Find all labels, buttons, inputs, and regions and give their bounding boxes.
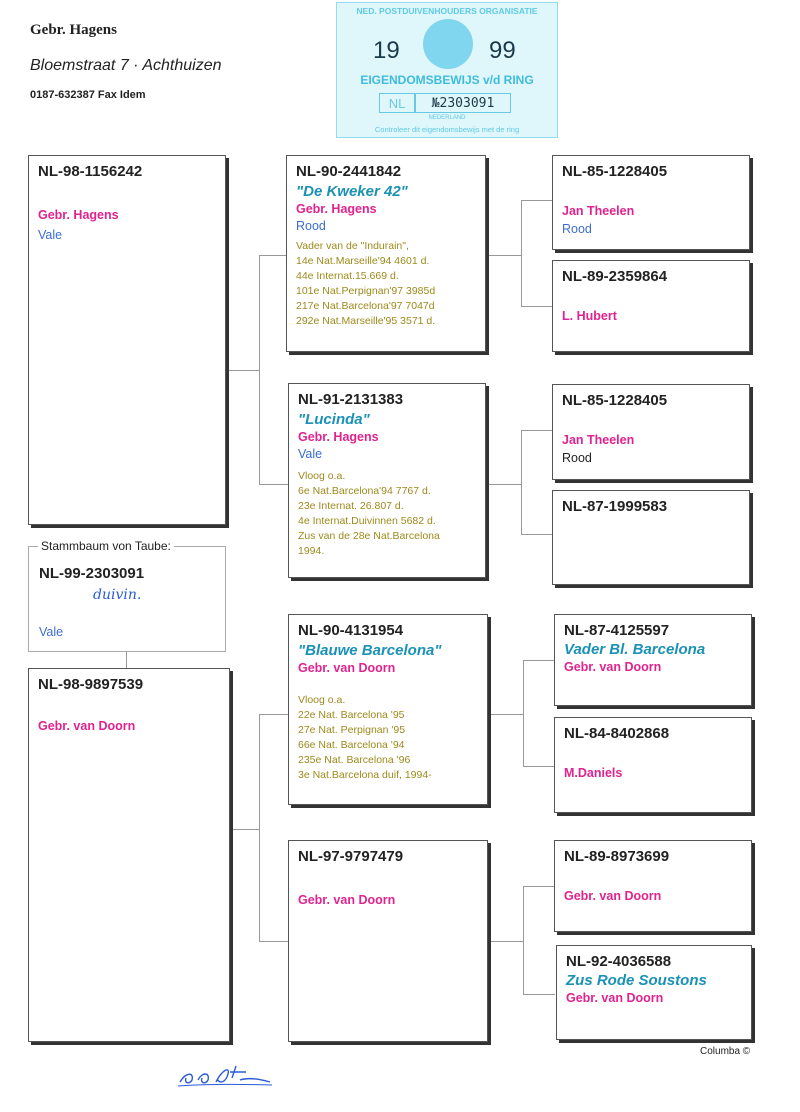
lion-emblem-icon (423, 19, 473, 69)
connector-line (521, 200, 553, 201)
gp-ring: NL-97-9797479 (298, 848, 404, 865)
note-line: 4e Internat.Duivinnen 5682 d. (298, 515, 436, 527)
certificate-control: Controleer dit eigendomsbewijs met de ring (374, 125, 520, 134)
ggp-owner: Jan Theelen (562, 433, 635, 447)
gp-pigeon-name: "Lucinda" (298, 411, 370, 428)
connector-line (521, 430, 522, 535)
gp-owner: Gebr. Hagens (296, 202, 377, 216)
sire-card (28, 155, 226, 525)
connector-line (230, 829, 260, 830)
ggp-owner: L. Hubert (562, 309, 617, 323)
ggp-ring: NL-92-4036588 (566, 953, 672, 970)
ggp-owner: Gebr. van Doorn (564, 889, 662, 903)
sire-ring: NL-98-1156242 (38, 163, 143, 180)
connector-line (226, 370, 260, 371)
grandparent-card (288, 383, 486, 578)
ownership-certificate (336, 2, 558, 138)
ggp-owner: Gebr. van Doorn (566, 991, 664, 1005)
connector-line (486, 484, 521, 485)
gp-ring: NL-90-4131954 (298, 622, 404, 639)
certificate-number: №2303091 (415, 93, 511, 113)
gp-notes (298, 693, 478, 783)
connector-line (523, 660, 524, 767)
connector-line (486, 255, 521, 256)
connector-line (259, 714, 260, 942)
gp-ring: NL-91-2131383 (298, 391, 404, 408)
breeder-address: Bloemstraat 7 · Achthuizen (30, 57, 222, 74)
gp-ring: NL-90-2441842 (296, 163, 402, 180)
copyright-label: Columba © (700, 1046, 751, 1057)
connector-line (488, 941, 524, 942)
subject-card (28, 546, 226, 652)
note-line: 22e Nat. Barcelona '95 (298, 709, 405, 721)
breeder-name: Gebr. Hagens (30, 22, 117, 38)
gp-owner: Gebr. Hagens (298, 430, 379, 444)
certificate-nation: NEDERLAND (428, 115, 466, 121)
gp-notes (296, 239, 476, 329)
breeder-phone: 0187-632387 Fax Idem (30, 89, 146, 101)
ggp-ring: NL-87-1999583 (562, 498, 668, 515)
certificate-year-right: 99 (489, 37, 516, 64)
note-line: 6e Nat.Barcelona'94 7767 d. (298, 485, 431, 497)
great-grandparent-card (552, 384, 750, 480)
sire-owner: Gebr. Hagens (38, 208, 119, 222)
gp-pigeon-name: "Blauwe Barcelona" (298, 642, 442, 659)
ggp-ring: NL-87-4125597 (564, 622, 670, 639)
connector-line (259, 255, 260, 485)
great-grandparent-card (556, 945, 752, 1040)
ggp-ring: NL-89-8973699 (564, 848, 670, 865)
ggp-pigeon-name: Vader Bl. Barcelona (564, 641, 706, 658)
ggp-owner: M.Daniels (564, 766, 623, 780)
ggp-owner: Gebr. van Doorn (564, 660, 662, 674)
gp-owner: Gebr. van Doorn (298, 893, 396, 907)
note-line: Vloog o.a. (298, 470, 346, 482)
certificate-organisation: NED. POSTDUIVENHOUDERS ORGANISATIE (356, 6, 538, 16)
note-line: 44e Internat.15.669 d. (296, 270, 399, 282)
connector-line (523, 766, 555, 767)
ggp-pigeon-name: Zus Rode Soustons (566, 972, 707, 989)
great-grandparent-card (554, 840, 752, 932)
subject-color: Vale (39, 625, 64, 639)
sire-color: Vale (38, 228, 63, 242)
note-line: 3e Nat.Barcelona duif, 1994- (298, 769, 432, 781)
connector-line (523, 886, 524, 995)
great-grandparent-card (552, 260, 750, 352)
note-line: 14e Nat.Marseille'94 4601 d. (296, 255, 430, 267)
subject-ring: NL-99-2303091 (39, 565, 145, 582)
gp-owner: Gebr. van Doorn (298, 661, 396, 675)
grandparent-card (288, 840, 488, 1042)
note-line: Vloog o.a. (298, 694, 346, 706)
great-grandparent-card (554, 717, 752, 813)
ggp-ring: NL-89-2359864 (562, 268, 668, 285)
connector-line (523, 994, 555, 995)
note-line: 66e Nat. Barcelona '94 (298, 739, 405, 751)
connector-line (488, 714, 524, 715)
gp-notes (298, 469, 476, 559)
connector-line (259, 255, 289, 256)
certificate-title: EIGENDOMSBEWIJS v/d RING (360, 73, 534, 87)
certificate-year-left: 19 (373, 37, 400, 64)
great-grandparent-card (552, 490, 750, 585)
ggp-ring: NL-84-8402868 (564, 725, 670, 742)
ggp-ring: NL-85-1228405 (562, 163, 668, 180)
dam-ring: NL-98-9897539 (38, 676, 144, 693)
gp-color: Vale (298, 447, 323, 461)
ggp-color: Rood (562, 451, 592, 465)
note-line: Vader van de "Indurain", (296, 240, 409, 252)
connector-line (521, 534, 553, 535)
grandparent-card (288, 614, 488, 805)
connector-line (259, 941, 289, 942)
connector-line (126, 651, 127, 669)
certificate-country: NL (379, 93, 415, 113)
note-line: 23e Internat. 26.807 d. (298, 500, 404, 512)
note-line: Zus van de 28e Nat.Barcelona (298, 530, 440, 542)
ggp-ring: NL-85-1228405 (562, 392, 668, 409)
great-grandparent-card (554, 614, 752, 706)
gp-color: Rood (296, 219, 326, 233)
note-line: 1994. (298, 545, 325, 557)
note-line: 292e Nat.Marseille'95 3571 d. (296, 315, 436, 327)
note-line: 235e Nat. Barcelona '96 (298, 754, 411, 766)
connector-line (523, 886, 555, 887)
note-line: 217e Nat.Barcelona'97 7047d (296, 300, 435, 312)
connector-line (523, 660, 555, 661)
dam-card (28, 668, 230, 1042)
note-line: 101e Nat.Perpignan'97 3985d (296, 285, 436, 297)
connector-line (521, 430, 553, 431)
subject-legend: Stammbaum von Taube: (38, 539, 174, 553)
connector-line (521, 200, 522, 307)
grandparent-card (286, 155, 486, 352)
connector-line (259, 714, 289, 715)
subject-handwriting: duivin. (93, 587, 142, 603)
connector-line (259, 484, 289, 485)
connector-line (521, 306, 553, 307)
note-line: 27e Nat. Perpignan '95 (298, 724, 406, 736)
ggp-color: Rood (562, 222, 592, 236)
gp-pigeon-name: "De Kweker 42" (296, 183, 408, 200)
great-grandparent-card (552, 155, 750, 250)
signature-icon (176, 1060, 276, 1090)
ggp-owner: Jan Theelen (562, 204, 635, 218)
dam-owner: Gebr. van Doorn (38, 719, 136, 733)
